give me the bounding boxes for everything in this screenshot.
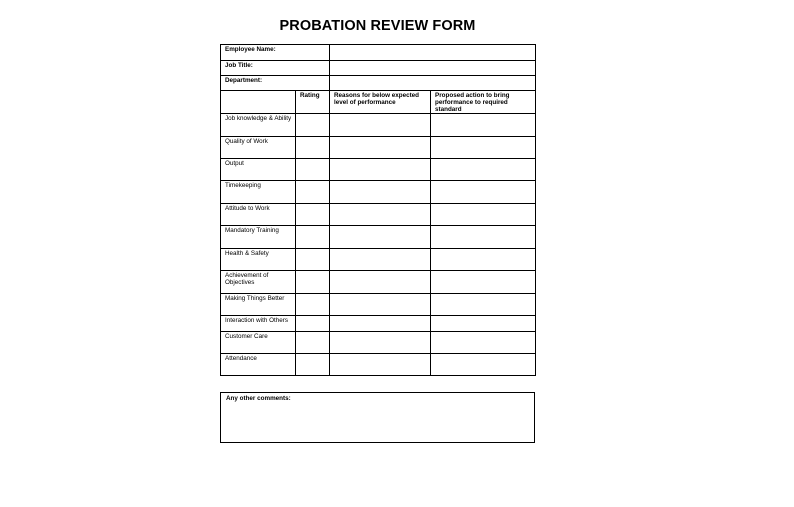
rating-cell[interactable] xyxy=(296,204,330,226)
criterion-cell xyxy=(221,249,296,271)
table-row xyxy=(221,316,536,332)
comments-value xyxy=(221,402,534,403)
reasons-cell[interactable] xyxy=(330,181,431,204)
rating-cell[interactable] xyxy=(296,316,330,332)
reasons-header xyxy=(330,91,431,114)
criterion-cell xyxy=(221,332,296,354)
action-header-label: Proposed action to bring performance to required standard xyxy=(435,92,510,113)
reasons-cell[interactable] xyxy=(330,226,431,249)
action-cell[interactable] xyxy=(431,181,536,204)
rating-cell[interactable] xyxy=(296,271,330,294)
employee-name-label-cell xyxy=(221,45,330,61)
reasons-cell[interactable] xyxy=(330,249,431,271)
department-value xyxy=(330,76,535,77)
table-row xyxy=(221,137,536,159)
criterion-cell xyxy=(221,354,296,376)
reasons-cell[interactable] xyxy=(330,316,431,332)
criterion-cell xyxy=(221,294,296,316)
job-title-field[interactable] xyxy=(330,61,536,76)
rating-cell[interactable] xyxy=(296,226,330,249)
criterion-label: Making Things Better xyxy=(225,295,285,302)
criteria-header-label xyxy=(221,91,295,92)
action-header xyxy=(431,91,536,114)
action-cell[interactable] xyxy=(431,354,536,376)
table-row xyxy=(221,204,536,226)
employee-name-row xyxy=(221,45,536,61)
rating-cell[interactable] xyxy=(296,294,330,316)
criterion-label: Quality of Work xyxy=(225,138,268,145)
rating-cell[interactable] xyxy=(296,181,330,204)
rating-cell[interactable] xyxy=(296,354,330,376)
criterion-label: Achievement of Objectives xyxy=(225,272,269,286)
criterion-label: Attendance xyxy=(225,355,257,362)
criterion-cell xyxy=(221,226,296,249)
criterion-label: Job knowledge & Ability xyxy=(225,115,292,122)
job-title-label: Job Title: xyxy=(225,62,253,69)
action-cell[interactable] xyxy=(431,316,536,332)
table-row xyxy=(221,354,536,376)
action-cell[interactable] xyxy=(431,137,536,159)
job-title-row xyxy=(221,61,536,76)
table-row xyxy=(221,271,536,294)
reasons-cell[interactable] xyxy=(330,271,431,294)
criterion-label: Attitude to Work xyxy=(225,205,270,212)
probation-review-table xyxy=(220,44,536,376)
rating-cell[interactable] xyxy=(296,249,330,271)
action-cell[interactable] xyxy=(431,204,536,226)
comments-field[interactable] xyxy=(220,392,535,443)
job-title-value xyxy=(330,61,535,62)
table-row xyxy=(221,159,536,181)
criterion-label: Output xyxy=(225,160,244,167)
action-cell[interactable] xyxy=(431,114,536,137)
employee-name-value xyxy=(330,45,535,46)
criterion-label: Customer Care xyxy=(225,333,268,340)
department-label-cell xyxy=(221,76,330,91)
action-cell[interactable] xyxy=(431,159,536,181)
action-cell[interactable] xyxy=(431,271,536,294)
reasons-cell[interactable] xyxy=(330,159,431,181)
action-cell[interactable] xyxy=(431,249,536,271)
criterion-cell xyxy=(221,316,296,332)
rating-header-label: Rating xyxy=(300,92,320,99)
criterion-cell xyxy=(221,181,296,204)
table-row xyxy=(221,226,536,249)
rating-cell[interactable] xyxy=(296,137,330,159)
criterion-cell xyxy=(221,271,296,294)
reasons-header-label: Reasons for below expected level of performance xyxy=(334,92,420,106)
rating-cell[interactable] xyxy=(296,159,330,181)
table-header-row xyxy=(221,91,536,114)
action-cell[interactable] xyxy=(431,332,536,354)
rating-header xyxy=(296,91,330,114)
criterion-cell xyxy=(221,114,296,137)
table-row xyxy=(221,114,536,137)
criterion-label: Timekeeping xyxy=(225,182,261,189)
employee-name-label: Employee Name: xyxy=(225,46,276,53)
action-cell[interactable] xyxy=(431,226,536,249)
criterion-cell xyxy=(221,159,296,181)
comments-label: Any other comments: xyxy=(226,395,291,402)
table-row xyxy=(221,294,536,316)
rating-cell[interactable] xyxy=(296,332,330,354)
job-title-label-cell xyxy=(221,61,330,76)
criterion-label: Interaction with Others xyxy=(225,317,288,324)
reasons-cell[interactable] xyxy=(330,114,431,137)
employee-name-field[interactable] xyxy=(330,45,536,61)
department-label: Department: xyxy=(225,77,263,84)
table-row xyxy=(221,181,536,204)
table-row xyxy=(221,249,536,271)
table-row xyxy=(221,332,536,354)
criterion-label: Mandatory Training xyxy=(225,227,279,234)
reasons-cell[interactable] xyxy=(330,137,431,159)
action-cell[interactable] xyxy=(431,294,536,316)
reasons-cell[interactable] xyxy=(330,332,431,354)
department-field[interactable] xyxy=(330,76,536,91)
rating-cell[interactable] xyxy=(296,114,330,137)
criterion-label: Health & Safety xyxy=(225,250,269,257)
criterion-cell xyxy=(221,137,296,159)
criterion-cell xyxy=(221,204,296,226)
page-title: PROBATION REVIEW FORM xyxy=(279,18,476,34)
reasons-cell[interactable] xyxy=(330,354,431,376)
reasons-cell[interactable] xyxy=(330,204,431,226)
department-row xyxy=(221,76,536,91)
criteria-header xyxy=(221,91,296,114)
reasons-cell[interactable] xyxy=(330,294,431,316)
